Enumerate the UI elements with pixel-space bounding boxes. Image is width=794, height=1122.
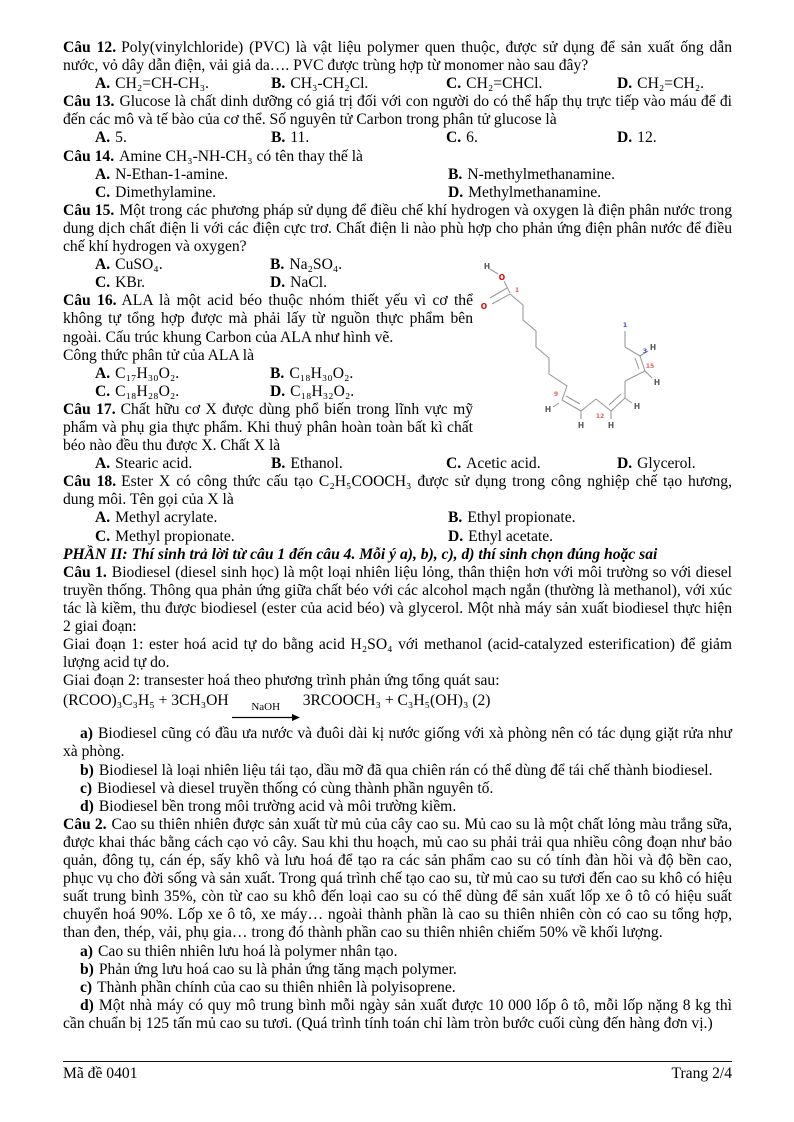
option-a: A. Methyl acrylate. [95,509,218,527]
option-a: A. CuSO₄. [95,256,163,274]
options-row [63,75,732,93]
question-text: Câu 12. Poly(vinylchloride) (PVC) là vật liệu polymer quen thuộc, được sử dụng để sản xuất ống dẫn nước, vỏ dây dẫn điện, vải giả da…. PVC được trùng hợp từ monomer nào sau đây? [63,39,733,75]
hydrogen-label: H [544,405,552,414]
question-text: Câu 1. Biodiesel (diesel sinh học) là một loại nhiên liệu lỏng, thân thiện hơn với môi trường so với diesel truyền thống. Thông qua phản ứng giữa chất béo với các alcohol mạch ngắn (thường là methanol), với xúc tác là kiềm, thu được biodiesel (ester của acid béo) và glycerol. Một nhà máy sản xuất biodiesel thực hiện 2 giai đoạn: [63,563,732,635]
option-c: C. CH₂=CHCl. [446,75,543,93]
option-a: A. C₁₇H₃₀O₂. [95,364,180,382]
statement-a: a) Biodiesel cũng có đầu ưa nước và đuôi dài kị nước giống với xà phòng nên có tác dụng giặt rửa như xà phòng. [63,725,732,761]
arrow-icon [232,713,300,722]
stage2-text: Giai đoạn 2: transester hoá theo phương trình phản ứng tổng quát sau: [63,672,500,690]
option-c: C. KBr. [95,274,146,292]
part2-question-2 [63,816,732,1033]
catalyst-label: NaOH [251,701,281,714]
hydrogen-label: H [653,378,661,387]
option-a: A. 5. [95,129,127,147]
statement-a: a) Cao su thiên nhiên lưu hoá là polymer nhân tạo. [80,942,398,960]
molecule-svg [476,252,676,437]
hydrogen-label: H [483,262,491,271]
question-number: Câu 12. [63,39,117,56]
option-c: C. C₁₈H₂₈O₂. [95,382,180,400]
option-d: D. CH₂=CH₂. [617,75,705,93]
stage1-text: Giai đoạn 1: ester hoá acid tự do bằng acid H₂SO₄ với methanol (acid-catalyzed esterification) để giảm lượng acid tự do. [63,636,732,672]
option-a: A. CH₂=CH-CH₃. [95,75,209,93]
question-text: Câu 15. Một trong các phương pháp sử dụng để điều chế khí hydrogen và oxygen là điện phân nước trong dung dịch chất điện li với các điện cực trơ. Chất điện li nào phù hợp cho phản ứng điện phân nước để điều chế khí hydrogen và oxygen? [63,201,732,256]
statement-c: c) Biodiesel và diesel truyền thống có cùng thành phần nguyên tố. [80,779,494,797]
option-d: D. C₁₈H₃₂O₂. [270,382,355,400]
question-13 [63,93,732,147]
options-row [63,528,732,546]
option-c: C. Acetic acid. [446,455,541,473]
option-b: B. CH₃-CH₂Cl. [271,75,369,93]
hydrogen-label: H [577,421,585,430]
option-c: C. Dimethylamine. [95,183,217,201]
question-text: Câu 14. Amine CH₃-NH-CH₃ có tên thay thế là [63,147,363,165]
part2-question-1 [63,564,732,816]
option-d: D. 12. [617,129,657,147]
question-number: Câu 13. [63,93,115,111]
oxygen-label: O [498,273,506,282]
option-b: B. 11. [271,129,310,147]
question-number: Câu 17. [63,400,116,418]
question-14 [63,148,732,202]
equation-left: (RCOO)₃C₃H₅ + 3CH₃OH [63,692,229,710]
options-row [63,129,732,147]
question-18 [63,473,732,545]
locant-1: 1 [514,287,520,294]
omega-3-label: 3 [642,348,648,355]
question-number: Câu 16. [63,292,117,310]
hydrogen-label: H [633,402,641,411]
question-subtext: Công thức phân tử của ALA là [63,346,254,364]
question-number: Câu 18. [63,473,117,491]
page-number: Trang 2/4 [671,1065,732,1082]
exam-body [63,39,732,1033]
options-row [63,509,732,527]
hydrogen-label: H [607,421,615,430]
question-text: Câu 18. Ester X có công thức cấu tạo C₂H₅COOCH₃ được sử dụng trong công nghiệp chế tạo hương, dung môi. Tên gọi của X là [63,473,732,509]
question-text: Câu 16. ALA là một acid béo thuộc nhóm thiết yếu vì cơ thể không tự tổng hợp được mà phải lấy từ nguồn thực phẩm bên ngoài. Cấu trúc khung Carbon của ALA như hình vẽ. [63,292,473,346]
hydrogen-label: H [649,343,657,352]
statement-d: d) Biodiesel bền trong môi trường acid và môi trường kiềm. [80,797,457,815]
question-text: Câu 17. Chất hữu cơ X được dùng phổ biến trong lĩnh vực mỹ phẩm và phụ gia thực phẩm. Khi thuỷ phân hoàn toàn bất kì chất béo nào đều thu được X. Chất X là [63,400,474,455]
option-b: B. C₁₈H₃₀O₂. [270,364,354,382]
question-number: Câu 1. [63,563,107,581]
option-d: D. NaCl. [270,274,327,292]
locant-9: 9 [553,391,559,398]
option-a: A. Stearic acid. [95,455,193,473]
options-row [63,184,732,202]
locant-15: 15 [645,363,655,370]
question-text: Câu 13. Glucose là chất dinh dưỡng có giá trị đối với con người do có thể hấp thụ trực tiếp vào máu để đi đến các mô và tế bào của cơ thể. Số nguyên tử Carbon trong phân tử glucose là [63,93,732,129]
option-b: B. Ethyl propionate. [448,509,576,527]
locant-12: 12 [595,413,605,420]
statement-c: c) Thành phần chính của cao su thiên nhiên là polyisoprene. [80,978,456,996]
option-b: B. Ethanol. [271,455,343,473]
page-footer [63,1061,732,1083]
option-a: A. N-Ethan-1-amine. [95,165,229,183]
exam-code: Mã đề 0401 [63,1065,138,1082]
reaction-arrow [232,702,300,722]
option-d: D. Ethyl acetate. [448,527,554,545]
part2-heading: PHẦN II: Thí sinh trả lời từ câu 1 đến câu 4. Mỗi ý a), b), c), d) thí sinh chọn đúng hoặc sai [63,545,658,563]
question-number: Câu 15. [63,201,115,219]
question-number: Câu 14. [63,147,115,165]
option-b: B. N-methylmethanamine. [448,165,615,183]
option-d: D. Glycerol. [617,455,696,473]
option-d: D. Methylmethanamine. [448,183,602,201]
options-row [63,166,732,184]
option-c: C. Methyl propionate. [95,527,235,545]
question-number: Câu 2. [63,815,107,833]
option-b: B. Na₂SO₄. [270,256,343,274]
question-12 [63,39,732,93]
reaction-equation [63,692,732,722]
option-c: C. 6. [446,129,478,147]
options-row [63,455,732,473]
statement-b: b) Biodiesel là loại nhiên liệu tái tạo, dầu mỡ đã qua chiên rán có thể dùng để tái chế thành biodiesel. [80,761,713,779]
statement-b: b) Phản ứng lưu hoá cao su là phản ứng tăng mạch polymer. [80,960,457,978]
statement-d: d) Một nhà máy có quy mô trung bình mỗi ngày sản xuất được 10 000 lốp ô tô, mỗi lốp nặng 8 kg thì cần chuẩn bị 125 tấn mủ cao su tươi. (Quá trình tính toán chỉ làm tròn bước cuối cùng đến hàng đơn vị.) [63,996,732,1032]
oxygen-label: O [480,302,488,311]
omega-1-label: 1 [622,322,628,329]
equation-right: 3RCOOCH₃ + C₃H₅(OH)₃ (2) [302,692,491,710]
question-text: Câu 2. Cao su thiên nhiên được sản xuất từ mủ của cây cao su. Mủ cao su là một chất lỏng màu trắng sữa, được khai thác bằng cách cạo vỏ cây. Sau khi thu hoạch, mủ cao su phải trải qua nhiều công đoạn như bảo quản, đông tụ, cán ép, sấy khô và lưu hoá để tạo ra các sản phẩm cao su có tính đàn hồi và độ bền cao, phục vụ cho đời sống và sản xuất. Trong quá trình chế tạo cao su, từ mủ cao su tươi đến cao su khô có hiệu suất trung bình 35%, còn từ cao su khô đến loại cao su có thể dùng để sản xuất lốp xe ô tô có hiệu suất chuyển hoá 90%. Lốp xe ô tô, xe máy… ngoài thành phần là cao su thiên nhiên còn có cao su tổng hợp, than đen, thép, vải, phụ gia… trong đó thành phần cao su thiên nhiên chiếm 50% về khối lượng. [63,815,732,942]
ala-structure-figure [476,252,676,442]
